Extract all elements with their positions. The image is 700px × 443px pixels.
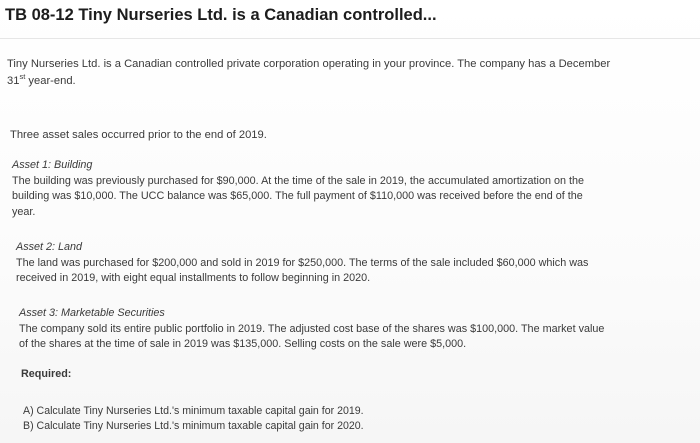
asset-2-line-1: The land was purchased for $200,000 and sold in 2019 for $250,000. The terms of the sale included $60,000 which was: [16, 256, 589, 269]
asset-3-heading: Asset 3: Marketable Securities: [19, 307, 165, 319]
intro-line-2: [7, 73, 691, 90]
requirement-a: A) Calculate Tiny Nurseries Ltd.'s minimum taxable capital gain for 2019.: [23, 405, 364, 417]
asset-1-line-2: building was $10,000. The UCC balance was $65,000. The full payment of $110,000 was received before the end of the: [12, 190, 583, 202]
asset-3-line-1: The company sold its entire public portfolio in 2019. The adjusted cost base of the shares was $100,000. The market value: [19, 322, 605, 335]
asset-1-line-3: year.: [12, 205, 36, 218]
asset-1-section: [12, 158, 672, 220]
intro-paragraph: [7, 56, 691, 90]
year-end-day: 31: [7, 75, 20, 87]
intro-line-1: Tiny Nurseries Ltd. is a Canadian controlled private corporation operating in your province. The company has a December: [7, 58, 611, 70]
asset-1-heading: Asset 1: Building: [12, 159, 93, 171]
year-end-text: year-end.: [25, 75, 76, 87]
required-label: Required:: [21, 368, 72, 380]
asset-2-section: [16, 240, 676, 287]
ordinal-suffix: st: [19, 72, 26, 81]
asset-3-line-2: of the shares at the time of sale in 2019 was $135,000. Selling costs on the sale were $5,000.: [19, 338, 467, 350]
question-title: TB 08-12 Tiny Nurseries Ltd. is a Canadian controlled...: [5, 6, 437, 24]
requirements-list: [23, 404, 364, 433]
asset-3-section: [19, 306, 679, 353]
title-bar: [0, 0, 700, 39]
asset-2-line-2: received in 2019, with eight equal installments to follow beginning in 2020.: [16, 272, 371, 284]
asset-2-heading: Asset 2: Land: [16, 241, 83, 253]
summary-text: Three asset sales occurred prior to the end of 2019.: [10, 129, 267, 141]
requirement-b: B) Calculate Tiny Nurseries Ltd.'s minimum taxable capital gain for 2020.: [23, 419, 364, 432]
asset-1-line-1: The building was previously purchased for $90,000. At the time of the sale in 2019, the accumulated amortization on the: [12, 174, 584, 187]
